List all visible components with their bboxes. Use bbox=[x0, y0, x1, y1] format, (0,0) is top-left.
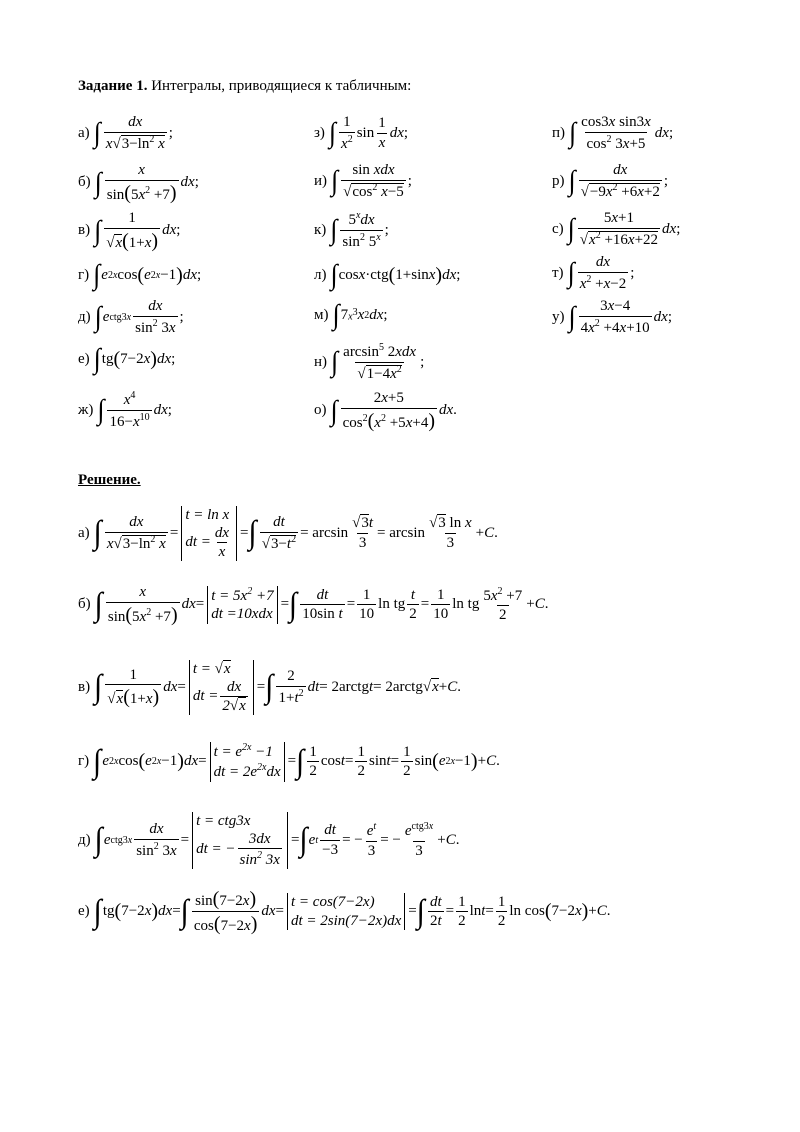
task-p: п) ∫ $\frac{\text{cos3x sin3x}}{\cos^2 3x+5}$ dx ; bbox=[552, 114, 674, 152]
solution-d: д) ∫ e ctg3x $\frac{dx}{\sin^2 3x}$ = t = ctg3x dt = − $\frac{3dx}{\sin^2 3x}$ = ∫ e t $\frac{dt}{-3}$ = − $\frac{e^t}{3}$ = − $\frac{e^{ctg3x}}{3}$ + C . bbox=[78, 813, 460, 869]
solution-a: а) ∫ $\frac{dx}{x√3-\ln^2 x}$ = t = ln x dt = $\frac{dx}{x}$ = ∫ $\frac{dt}{√3-t^2}$ = arcsin $\frac{√3t}{3}$ = arcsin $\frac{\text{√3 ln x}}{3}$ + C . bbox=[78, 507, 498, 561]
task-v: в) ∫ $\frac{1}{√x(1+x)}$ dx ; bbox=[78, 210, 181, 252]
solution-title: Решение. bbox=[78, 472, 141, 488]
task-o: о) ∫ $\frac{2x+5}{\cos^2(x^2 +5x+4)}$ dx . bbox=[314, 390, 457, 432]
task-u: у) ∫ $\frac{3x-4}{4x^2 +4x+10}$ dx ; bbox=[552, 298, 672, 336]
task-k: к) ∫ $\frac{5^xdx}{\sin^2 5^x}$ ; bbox=[314, 210, 389, 250]
task-r: р) ∫ $\frac{dx}{√-9x^2 +6x+2}$ ; bbox=[552, 162, 669, 200]
solution-b: б) ∫ $\frac{x}{\sin(5x^2 +7)}$ dx = $t = 5x^2 +7$ dt =10xdx = ∫ $\frac{dt}{\text{10sin t}}$ = $\frac{1}{10}$ ln tg $\frac{t}{2}$ = $\frac{1}{10}$ ln tg $\frac{5x^2 +7}{2}$ + C . bbox=[78, 584, 549, 626]
task-z: з) ∫ $\frac{1}{x^2}$ sin $\frac{1}{x}$ dx ; bbox=[314, 114, 409, 152]
task-a: а) ∫ $\frac{dx}{x√3-\ln^2 x}$ ; bbox=[78, 114, 173, 152]
solution-g: г) ∫ e 2x cos ( e 2x −1 ) dx = $t = e^{2x} -1$ dt = $2e^{2x}dx$ = ∫ $\frac{1}{2}$ cos t = $\frac{1}{2}$ sin t = $\frac{1}{2}$ sin ( e 2x −1 ) + C . bbox=[78, 742, 500, 780]
task-b: б) ∫ $\frac{x}{\sin(5x^2 +7)}$ dx ; bbox=[78, 162, 199, 204]
task-d: д) ∫ e ctg3x $\frac{dx}{\sin^2 3x}$ ; bbox=[78, 298, 184, 336]
task-l: л) ∫ cos x ·ctg ( 1+sin x ) dx ; bbox=[314, 258, 461, 291]
solution-v: в) ∫ $\frac{1}{√x(1+x)}$ dx = t = √x dt = $\frac{dx}{2√x}$ = ∫ $\frac{2}{1+t^2}$ dt = 2arctg t = 2arctg√ x + C . bbox=[78, 661, 461, 715]
task-title: Задание 1. Интегралы, приводящиеся к табличным: bbox=[78, 78, 412, 94]
task-n: н) ∫ $\frac{\arcsin^5 2xdx}{√1-4x^2}$ ; bbox=[314, 342, 425, 382]
task-t: т) ∫ $\frac{dx}{x^2 +x-2}$ ; bbox=[552, 254, 635, 292]
solution-e: е) ∫ tg ( 7−2 x ) dx = ∫ $\frac{\sin(7-2x)}{\cos(7-2x)}$ dx = t = cos(7−2x) dt = 2sin(7−2x)dx = ∫ $\frac{dt}{2t}$ = $\frac{1}{2}$ ln t = $\frac{1}{2}$ ln cos ( 7−2 x ) + C . bbox=[78, 888, 611, 935]
task-m: м) ∫ 7 $x^3$ x 2 dx ; bbox=[314, 298, 388, 331]
task-s: с) ∫ $\frac{5x+1}{√x^2 +16x+22}$ dx ; bbox=[552, 210, 681, 248]
task-e: е) ∫ tg ( 7−2 x ) dx ; bbox=[78, 342, 176, 375]
task-g: г) ∫ e 2x cos ( e 2x −1 ) dx ; bbox=[78, 258, 202, 291]
task-zh: ж) ∫ $\frac{x^4}{16-x^{10}}$ dx ; bbox=[78, 390, 172, 430]
task-i: и) ∫ $\frac{\text{sin xdx}}{√\cos^2 x-5}$ ; bbox=[314, 162, 412, 200]
